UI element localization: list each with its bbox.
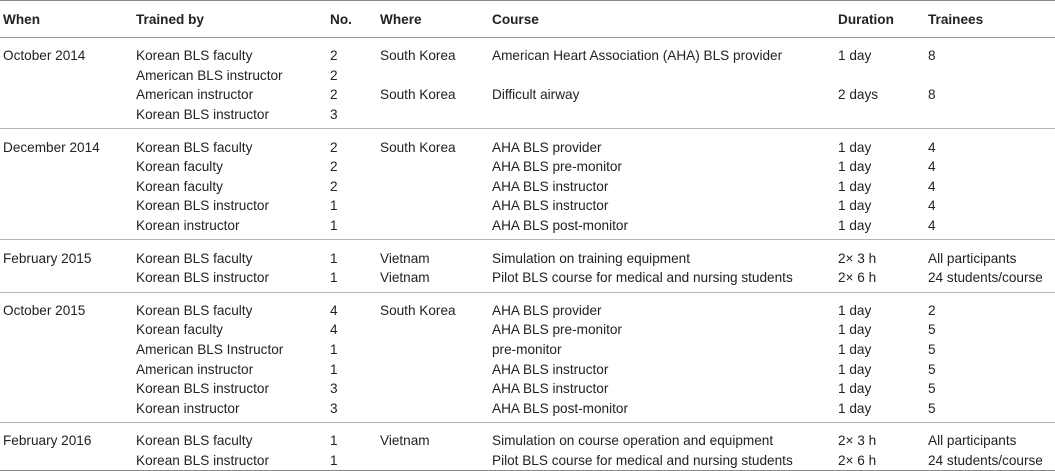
table-row bbox=[0, 268, 1055, 292]
cell-duration: 1 day bbox=[838, 322, 872, 338]
table-row bbox=[0, 216, 1055, 240]
cell-when bbox=[0, 177, 136, 197]
cell-no: 1 bbox=[330, 361, 338, 377]
cell-when: February 2015 bbox=[3, 250, 92, 266]
cell-where: Vietnam bbox=[380, 433, 430, 449]
table-row bbox=[0, 423, 1055, 451]
cell-where bbox=[380, 105, 492, 129]
cell-where: Vietnam bbox=[380, 268, 492, 292]
cell-where: South Korea bbox=[380, 139, 456, 155]
cell-trained-by: Korean BLS instructor bbox=[136, 105, 330, 129]
cell-when bbox=[0, 216, 136, 240]
cell-trained-by: Korean BLS instructor bbox=[136, 198, 269, 214]
cell-when bbox=[0, 157, 136, 177]
table-row bbox=[0, 240, 1055, 268]
cell-trainees: 4 bbox=[928, 198, 936, 214]
cell-trainees: 2 bbox=[928, 302, 936, 318]
header-duration: Duration bbox=[838, 1, 928, 38]
cell-duration: 1 day bbox=[838, 302, 872, 318]
cell-duration: 2 days bbox=[838, 87, 879, 103]
cell-duration: 1 day bbox=[838, 139, 872, 155]
cell-course bbox=[492, 105, 838, 129]
cell-where bbox=[380, 451, 492, 471]
cell-when: October 2014 bbox=[3, 48, 86, 64]
cell-where bbox=[380, 379, 492, 399]
cell-trained-by: Korean BLS instructor bbox=[136, 451, 330, 471]
cell-duration: 1 day bbox=[838, 342, 872, 358]
table-row bbox=[0, 451, 1055, 471]
cell-duration: 2× 3 h bbox=[838, 433, 877, 449]
cell-trainees: 8 bbox=[928, 48, 936, 64]
table-row bbox=[0, 38, 1055, 66]
cell-trained-by: Korean BLS faculty bbox=[136, 302, 253, 318]
table-row bbox=[0, 196, 1055, 216]
cell-trainees: 4 bbox=[928, 178, 936, 194]
cell-course: Pilot BLS course for medical and nursing students bbox=[492, 268, 838, 292]
cell-when: October 2015 bbox=[3, 302, 86, 318]
cell-when bbox=[0, 359, 136, 379]
cell-no: 2 bbox=[330, 139, 338, 155]
cell-course: AHA BLS instructor bbox=[492, 198, 609, 214]
cell-no: 1 bbox=[330, 433, 338, 449]
cell-trained-by: Korean BLS instructor bbox=[136, 381, 269, 397]
cell-where: South Korea bbox=[380, 302, 456, 318]
cell-course: pre-monitor bbox=[492, 342, 562, 358]
cell-course: Simulation on course operation and equipment bbox=[492, 433, 774, 449]
cell-trainees: 5 bbox=[928, 399, 1055, 423]
table-row bbox=[0, 157, 1055, 177]
cell-when bbox=[0, 105, 136, 129]
cell-course: Pilot BLS course for medical and nursing students bbox=[492, 451, 838, 471]
cell-where bbox=[380, 66, 492, 86]
cell-duration: 1 day bbox=[838, 48, 872, 64]
cell-trained-by: Korean instructor bbox=[136, 216, 330, 240]
cell-no: 1 bbox=[330, 342, 338, 358]
cell-where: South Korea bbox=[380, 48, 456, 64]
cell-no: 1 bbox=[330, 198, 338, 214]
cell-trained-by: American BLS instructor bbox=[136, 67, 283, 83]
cell-duration: 2× 6 h bbox=[838, 451, 928, 471]
cell-duration: 1 day bbox=[838, 216, 928, 240]
cell-trained-by: Korean faculty bbox=[136, 159, 223, 175]
cell-when: December 2014 bbox=[3, 139, 100, 155]
cell-when bbox=[0, 85, 136, 105]
cell-course: AHA BLS instructor bbox=[492, 361, 609, 377]
cell-where bbox=[380, 196, 492, 216]
cell-trained-by: American instructor bbox=[136, 361, 254, 377]
cell-course: AHA BLS instructor bbox=[492, 381, 609, 397]
header-row bbox=[0, 1, 1055, 38]
cell-when bbox=[0, 268, 136, 292]
cell-duration: 1 day bbox=[838, 381, 872, 397]
cell-course: AHA BLS pre-monitor bbox=[492, 322, 622, 338]
cell-when bbox=[0, 320, 136, 340]
cell-where bbox=[380, 340, 492, 360]
cell-trainees: 4 bbox=[928, 159, 936, 175]
cell-duration: 1 day bbox=[838, 198, 872, 214]
cell-course: AHA BLS instructor bbox=[492, 178, 609, 194]
cell-trainees: All participants bbox=[928, 250, 1017, 266]
cell-when: February 2016 bbox=[3, 433, 92, 449]
header-no: No. bbox=[330, 1, 380, 38]
cell-trained-by: Korean BLS faculty bbox=[136, 433, 253, 449]
cell-where: South Korea bbox=[380, 87, 456, 103]
cell-no: 1 bbox=[330, 216, 380, 240]
cell-where bbox=[380, 320, 492, 340]
cell-when bbox=[0, 379, 136, 399]
cell-duration bbox=[838, 105, 928, 129]
cell-trainees: 4 bbox=[928, 216, 1055, 240]
cell-course: American Heart Association (AHA) BLS provider bbox=[492, 48, 783, 64]
header-course: Course bbox=[492, 1, 838, 38]
cell-trained-by: Korean BLS instructor bbox=[136, 268, 330, 292]
table-body bbox=[0, 38, 1055, 471]
cell-duration: 1 day bbox=[838, 399, 928, 423]
cell-trainees: 5 bbox=[928, 381, 936, 397]
cell-where bbox=[380, 216, 492, 240]
cell-when bbox=[0, 451, 136, 471]
cell-trained-by: American instructor bbox=[136, 87, 254, 103]
cell-duration: 1 day bbox=[838, 159, 872, 175]
header-where: Where bbox=[380, 1, 492, 38]
cell-where bbox=[380, 157, 492, 177]
cell-when bbox=[0, 399, 136, 423]
header-trained-by: Trained by bbox=[136, 1, 330, 38]
cell-trained-by: Korean BLS faculty bbox=[136, 48, 253, 64]
cell-where bbox=[380, 177, 492, 197]
cell-no: 2 bbox=[330, 48, 338, 64]
cell-duration bbox=[838, 66, 928, 86]
cell-when bbox=[0, 340, 136, 360]
cell-where bbox=[380, 399, 492, 423]
cell-trainees: All participants bbox=[928, 433, 1017, 449]
cell-trainees: 24 students/course bbox=[928, 451, 1055, 471]
cell-trainees: 24 students/course bbox=[928, 268, 1055, 292]
cell-no: 4 bbox=[330, 322, 338, 338]
table-row bbox=[0, 177, 1055, 197]
cell-trainees: 4 bbox=[928, 139, 936, 155]
cell-where: Vietnam bbox=[380, 250, 430, 266]
cell-when bbox=[0, 196, 136, 216]
cell-trained-by: American BLS Instructor bbox=[136, 342, 284, 358]
cell-course: AHA BLS post-monitor bbox=[492, 399, 838, 423]
header-trainees: Trainees bbox=[928, 1, 1055, 38]
cell-no: 1 bbox=[330, 451, 380, 471]
table-row bbox=[0, 359, 1055, 379]
table-row bbox=[0, 379, 1055, 399]
table-row bbox=[0, 105, 1055, 129]
cell-duration: 2× 6 h bbox=[838, 268, 928, 292]
cell-no: 3 bbox=[330, 105, 380, 129]
cell-course bbox=[492, 66, 838, 86]
cell-trainees bbox=[928, 66, 1055, 86]
cell-no: 1 bbox=[330, 250, 338, 266]
cell-trained-by: Korean BLS faculty bbox=[136, 250, 253, 266]
cell-trained-by: Korean instructor bbox=[136, 399, 330, 423]
cell-course: Simulation on training equipment bbox=[492, 250, 690, 266]
table-row bbox=[0, 340, 1055, 360]
table-row bbox=[0, 399, 1055, 423]
cell-no: 4 bbox=[330, 302, 338, 318]
cell-trained-by: Korean BLS faculty bbox=[136, 139, 253, 155]
cell-where bbox=[380, 359, 492, 379]
table-row bbox=[0, 66, 1055, 86]
cell-no: 2 bbox=[330, 87, 338, 103]
cell-course: AHA BLS post-monitor bbox=[492, 216, 838, 240]
cell-trained-by: Korean faculty bbox=[136, 178, 223, 194]
header-when: When bbox=[0, 1, 136, 38]
table-row bbox=[0, 292, 1055, 320]
cell-no: 2 bbox=[330, 159, 338, 175]
table-row bbox=[0, 320, 1055, 340]
cell-trainees: 5 bbox=[928, 322, 936, 338]
cell-trainees: 8 bbox=[928, 87, 936, 103]
cell-duration: 2× 3 h bbox=[838, 250, 877, 266]
table-row bbox=[0, 129, 1055, 157]
cell-when bbox=[0, 66, 136, 86]
cell-no: 3 bbox=[330, 381, 338, 397]
cell-no: 2 bbox=[330, 67, 338, 83]
cell-course: AHA BLS provider bbox=[492, 302, 602, 318]
cell-course: AHA BLS pre-monitor bbox=[492, 159, 622, 175]
cell-trainees: 5 bbox=[928, 361, 936, 377]
cell-no: 3 bbox=[330, 399, 380, 423]
cell-trained-by: Korean faculty bbox=[136, 322, 223, 338]
cell-no: 2 bbox=[330, 178, 338, 194]
cell-duration: 1 day bbox=[838, 178, 872, 194]
cell-trainees bbox=[928, 105, 1055, 129]
cell-no: 1 bbox=[330, 268, 380, 292]
cell-course: AHA BLS provider bbox=[492, 139, 602, 155]
cell-trainees: 5 bbox=[928, 342, 936, 358]
table-row bbox=[0, 85, 1055, 105]
cell-duration: 1 day bbox=[838, 361, 872, 377]
cell-course: Difficult airway bbox=[492, 87, 580, 103]
